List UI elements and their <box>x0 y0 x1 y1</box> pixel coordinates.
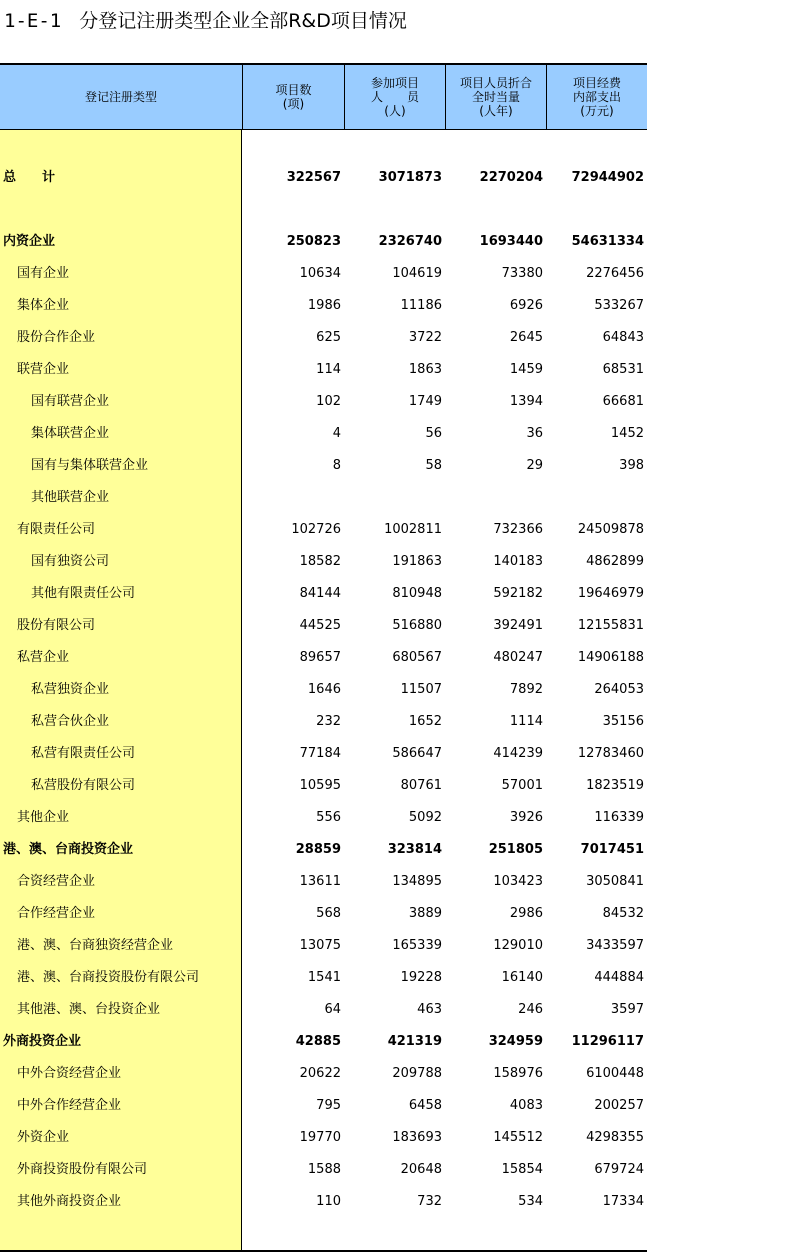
fte-cell: 1394 <box>509 394 543 409</box>
fte-cell: 2645 <box>509 330 543 345</box>
expenditure-cell: 1452 <box>610 426 644 441</box>
table-row <box>0 1160 647 1180</box>
row-label: 私营有限责任公司 <box>31 746 136 761</box>
fte-cell: 16140 <box>501 970 543 985</box>
row-label: 外资企业 <box>17 1130 70 1145</box>
project-count-cell: 8 <box>332 458 341 473</box>
expenditure-cell: 54631334 <box>571 234 644 249</box>
expenditure-cell: 11296117 <box>571 1034 644 1049</box>
personnel-cell: 1749 <box>408 394 442 409</box>
table-row <box>0 520 647 540</box>
personnel-cell: 323814 <box>387 842 442 857</box>
expenditure-cell: 24509878 <box>577 522 644 537</box>
expenditure-cell: 66681 <box>602 394 644 409</box>
header-full-time-equivalent: 项目人员折合 全时当量 (人年) <box>445 65 546 129</box>
row-label: 合作经营企业 <box>17 906 96 921</box>
header-personnel: 参加项目 人 员 (人) <box>344 65 445 129</box>
header-registration-type: 登记注册类型 <box>84 90 157 104</box>
project-count-cell: 795 <box>316 1098 341 1113</box>
fte-cell: 246 <box>518 1002 543 1017</box>
fte-cell: 36 <box>526 426 543 441</box>
expenditure-cell: 4298355 <box>586 1130 644 1145</box>
fte-cell: 6926 <box>509 298 543 313</box>
table-row <box>0 360 647 380</box>
project-count-cell: 568 <box>316 906 341 921</box>
project-count-cell: 20622 <box>299 1066 341 1081</box>
personnel-cell: 183693 <box>392 1130 442 1145</box>
personnel-cell: 3722 <box>408 330 442 345</box>
personnel-cell: 5092 <box>408 810 442 825</box>
project-count-cell: 18582 <box>299 554 341 569</box>
table-row <box>0 392 647 412</box>
fte-cell: 4083 <box>509 1098 543 1113</box>
personnel-cell: 19228 <box>400 970 442 985</box>
project-count-cell: 250823 <box>286 234 341 249</box>
project-count-cell: 64 <box>324 1002 341 1017</box>
data-table <box>0 63 647 1252</box>
table-row <box>0 904 647 924</box>
project-count-cell: 556 <box>316 810 341 825</box>
table-header <box>0 63 647 130</box>
fte-cell: 57001 <box>501 778 543 793</box>
personnel-cell: 1652 <box>408 714 442 729</box>
row-label: 其他有限责任公司 <box>31 586 136 601</box>
expenditure-cell: 3433597 <box>586 938 644 953</box>
personnel-cell: 134895 <box>392 874 442 889</box>
row-label: 中外合作经营企业 <box>17 1098 122 1113</box>
row-label: 其他外商投资企业 <box>17 1194 122 1209</box>
personnel-cell: 732 <box>417 1194 442 1209</box>
table-row <box>0 840 647 860</box>
fte-cell: 145512 <box>493 1130 543 1145</box>
row-label: 有限责任公司 <box>17 522 96 537</box>
fte-cell: 1459 <box>509 362 543 377</box>
personnel-cell: 3889 <box>408 906 442 921</box>
project-count-cell: 4 <box>332 426 341 441</box>
fte-cell: 2270204 <box>479 170 543 185</box>
table-row <box>0 296 647 316</box>
table-row <box>0 456 647 476</box>
row-label: 集体企业 <box>17 298 70 313</box>
project-count-cell: 77184 <box>299 746 341 761</box>
table-row <box>0 968 647 988</box>
row-label: 私营合伙企业 <box>31 714 110 729</box>
row-label: 集体联营企业 <box>31 426 110 441</box>
personnel-cell: 6458 <box>408 1098 442 1113</box>
row-label: 国有联营企业 <box>31 394 110 409</box>
personnel-cell: 56 <box>425 426 442 441</box>
fte-cell: 414239 <box>493 746 543 761</box>
expenditure-cell: 4862899 <box>586 554 644 569</box>
row-label: 国有企业 <box>17 266 70 281</box>
personnel-cell: 104619 <box>392 266 442 281</box>
expenditure-cell: 444884 <box>594 970 644 985</box>
table-name: 分登记注册类型企业全部R&D项目情况 <box>79 10 407 32</box>
fte-cell: 129010 <box>493 938 543 953</box>
project-count-cell: 13075 <box>299 938 341 953</box>
project-count-cell: 232 <box>316 714 341 729</box>
row-label: 国有与集体联营企业 <box>31 458 149 473</box>
project-count-cell: 13611 <box>299 874 341 889</box>
fte-cell: 251805 <box>488 842 543 857</box>
table-row <box>0 424 647 444</box>
row-label: 外商投资股份有限公司 <box>17 1162 148 1177</box>
row-label: 私营独资企业 <box>31 682 110 697</box>
project-count-cell: 42885 <box>295 1034 341 1049</box>
project-count-cell: 19770 <box>299 1130 341 1145</box>
expenditure-cell: 3597 <box>610 1002 644 1017</box>
project-count-cell: 1541 <box>307 970 341 985</box>
row-label: 其他企业 <box>17 810 70 825</box>
row-label: 联营企业 <box>17 362 70 377</box>
fte-cell: 103423 <box>493 874 543 889</box>
personnel-cell: 810948 <box>392 586 442 601</box>
table-row <box>0 936 647 956</box>
expenditure-cell: 64843 <box>602 330 644 345</box>
expenditure-cell: 679724 <box>594 1162 644 1177</box>
row-label: 合资经营企业 <box>17 874 96 889</box>
expenditure-cell: 68531 <box>602 362 644 377</box>
fte-cell: 324959 <box>488 1034 543 1049</box>
row-label: 股份有限公司 <box>17 618 96 633</box>
page-title <box>4 6 407 33</box>
table-row <box>0 872 647 892</box>
personnel-cell: 191863 <box>392 554 442 569</box>
fte-cell: 2986 <box>509 906 543 921</box>
expenditure-cell: 398 <box>619 458 644 473</box>
expenditure-cell: 72944902 <box>571 170 644 185</box>
project-count-cell: 1588 <box>307 1162 341 1177</box>
fte-cell: 140183 <box>493 554 543 569</box>
row-label: 股份合作企业 <box>17 330 96 345</box>
table-row <box>0 232 647 252</box>
expenditure-cell: 6100448 <box>586 1066 644 1081</box>
row-label: 港、澳、台商独资经营企业 <box>17 938 174 953</box>
expenditure-cell: 17334 <box>602 1194 644 1209</box>
row-label: 港、澳、台商投资企业 <box>3 842 134 857</box>
row-label: 私营股份有限公司 <box>31 778 136 793</box>
table-row <box>0 616 647 636</box>
expenditure-cell: 2276456 <box>586 266 644 281</box>
fte-cell: 3926 <box>509 810 543 825</box>
row-label: 其他港、澳、台投资企业 <box>17 1002 161 1017</box>
project-count-cell: 114 <box>316 362 341 377</box>
expenditure-cell: 533267 <box>594 298 644 313</box>
fte-cell: 73380 <box>501 266 543 281</box>
table-row <box>0 680 647 700</box>
table-row <box>0 1000 647 1020</box>
expenditure-cell: 12155831 <box>577 618 644 633</box>
personnel-cell: 1863 <box>408 362 442 377</box>
table-row <box>0 1128 647 1148</box>
table-row <box>0 584 647 604</box>
header-project-count: 项目数 (项) <box>242 65 344 129</box>
table-row <box>0 264 647 284</box>
fte-cell: 1693440 <box>479 234 543 249</box>
project-count-cell: 10595 <box>299 778 341 793</box>
project-count-cell: 110 <box>316 1194 341 1209</box>
fte-cell: 158976 <box>493 1066 543 1081</box>
project-count-cell: 102726 <box>291 522 341 537</box>
project-count-cell: 102 <box>316 394 341 409</box>
project-count-cell: 44525 <box>299 618 341 633</box>
row-label: 总 计 <box>3 170 56 185</box>
row-label: 外商投资企业 <box>3 1034 82 1049</box>
table-row <box>0 488 647 508</box>
personnel-cell: 1002811 <box>384 522 442 537</box>
fte-cell: 15854 <box>501 1162 543 1177</box>
project-count-cell: 89657 <box>299 650 341 665</box>
table-code: 1-E-1 <box>4 10 62 32</box>
personnel-cell: 58 <box>425 458 442 473</box>
project-count-cell: 84144 <box>299 586 341 601</box>
expenditure-cell: 264053 <box>594 682 644 697</box>
project-count-cell: 1646 <box>307 682 341 697</box>
header-expenditure: 项目经费 内部支出 (万元) <box>546 65 647 129</box>
personnel-cell: 516880 <box>392 618 442 633</box>
row-label: 港、澳、台商投资股份有限公司 <box>17 970 200 985</box>
personnel-cell: 209788 <box>392 1066 442 1081</box>
table-body <box>0 130 647 1252</box>
personnel-cell: 463 <box>417 1002 442 1017</box>
fte-cell: 7892 <box>509 682 543 697</box>
personnel-cell: 3071873 <box>378 170 442 185</box>
project-count-cell: 10634 <box>299 266 341 281</box>
personnel-cell: 20648 <box>400 1162 442 1177</box>
fte-cell: 1114 <box>509 714 543 729</box>
expenditure-cell: 7017451 <box>580 842 644 857</box>
project-count-cell: 625 <box>316 330 341 345</box>
table-row <box>0 328 647 348</box>
expenditure-cell: 19646979 <box>577 586 644 601</box>
project-count-cell: 28859 <box>295 842 341 857</box>
personnel-cell: 421319 <box>387 1034 442 1049</box>
expenditure-cell: 35156 <box>602 714 644 729</box>
row-label: 其他联营企业 <box>31 490 110 505</box>
table-row <box>0 1032 647 1052</box>
project-count-cell: 322567 <box>286 170 341 185</box>
table-row <box>0 648 647 668</box>
expenditure-cell: 1823519 <box>586 778 644 793</box>
row-label: 私营企业 <box>17 650 70 665</box>
expenditure-cell: 12783460 <box>577 746 644 761</box>
personnel-cell: 11507 <box>400 682 442 697</box>
row-label: 内资企业 <box>3 234 56 249</box>
row-label: 中外合资经营企业 <box>17 1066 122 1081</box>
expenditure-cell: 3050841 <box>586 874 644 889</box>
fte-cell: 392491 <box>493 618 543 633</box>
fte-cell: 732366 <box>493 522 543 537</box>
fte-cell: 480247 <box>493 650 543 665</box>
table-row <box>0 1192 647 1212</box>
table-row <box>0 776 647 796</box>
personnel-cell: 2326740 <box>378 234 442 249</box>
table-row <box>0 744 647 764</box>
project-count-cell: 1986 <box>307 298 341 313</box>
expenditure-cell: 84532 <box>602 906 644 921</box>
personnel-cell: 80761 <box>400 778 442 793</box>
table-row <box>0 552 647 572</box>
table-row <box>0 808 647 828</box>
table-row <box>0 1064 647 1084</box>
table-row <box>0 168 647 188</box>
row-label: 国有独资公司 <box>31 554 110 569</box>
expenditure-cell: 14906188 <box>577 650 644 665</box>
fte-cell: 534 <box>518 1194 543 1209</box>
personnel-cell: 11186 <box>400 298 442 313</box>
personnel-cell: 586647 <box>392 746 442 761</box>
fte-cell: 592182 <box>493 586 543 601</box>
fte-cell: 29 <box>526 458 543 473</box>
personnel-cell: 680567 <box>392 650 442 665</box>
expenditure-cell: 116339 <box>594 810 644 825</box>
table-row <box>0 1096 647 1116</box>
table-row <box>0 712 647 732</box>
personnel-cell: 165339 <box>392 938 442 953</box>
expenditure-cell: 200257 <box>594 1098 644 1113</box>
